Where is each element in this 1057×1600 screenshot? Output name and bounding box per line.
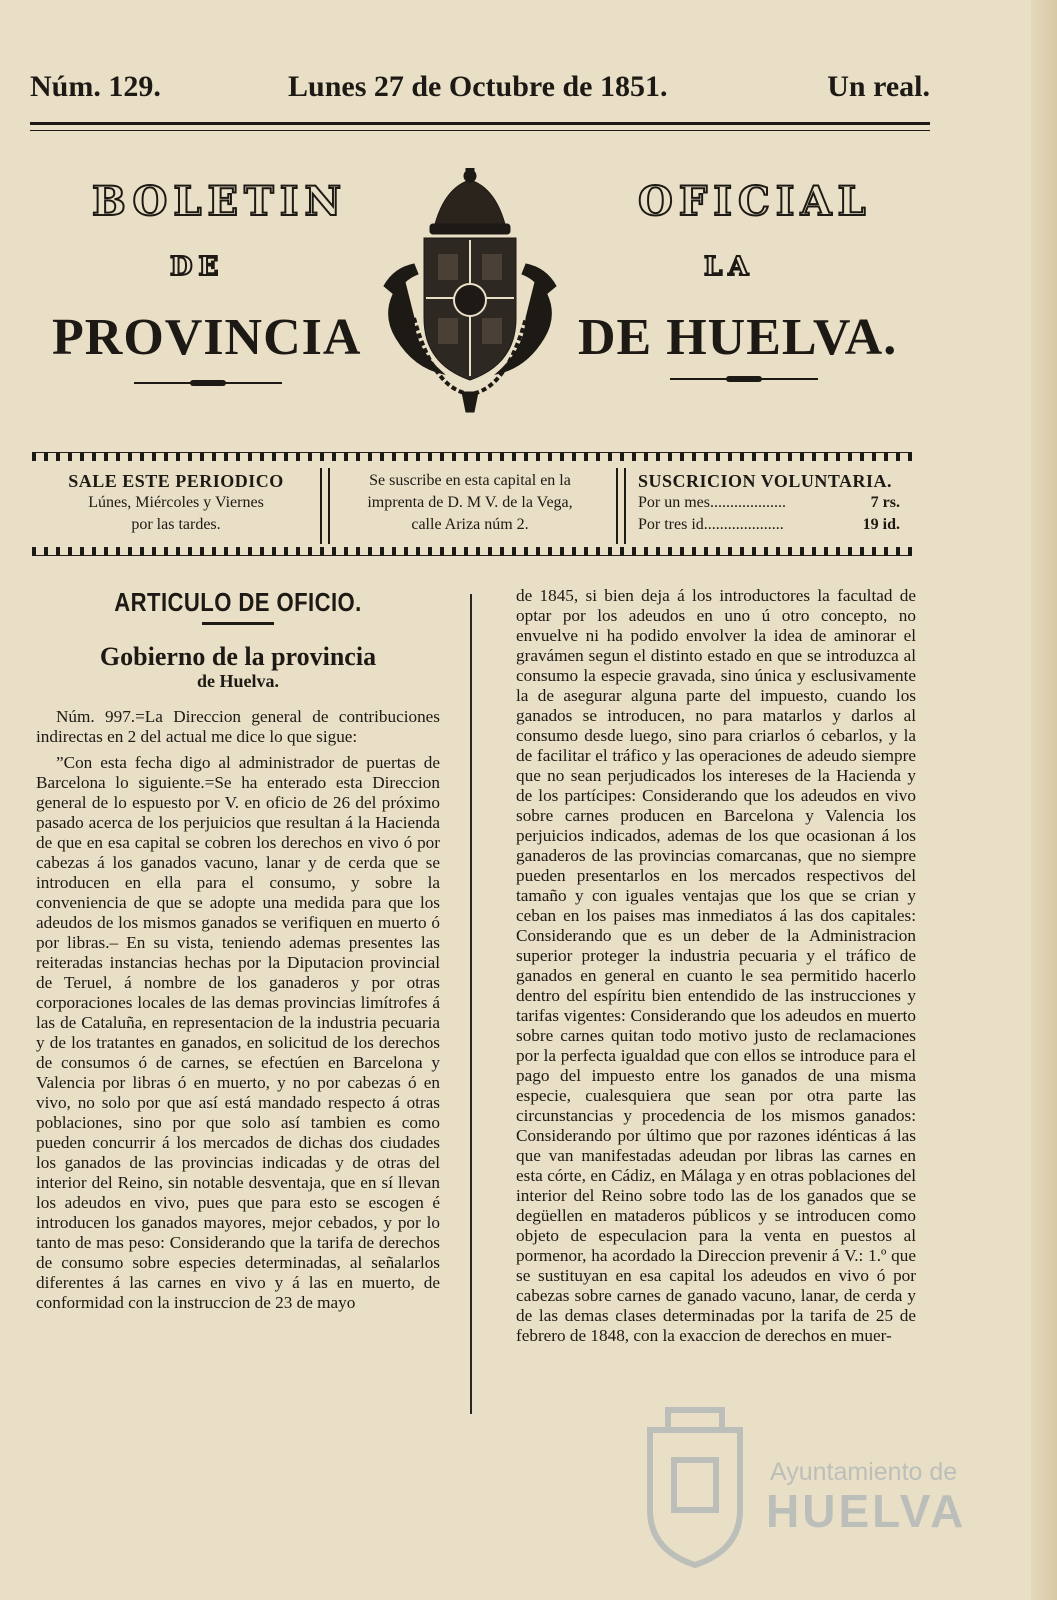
issue-line [30, 70, 930, 110]
ornament-rule-right [670, 376, 818, 382]
article-title: Gobierno de la provincia [99, 642, 377, 671]
article-paragraph: Núm. 997.=La Direccion general de contribuciones indirectas en 2 del actual me dice lo que sigue: [36, 707, 440, 746]
subscription-place-line1: Se suscribe en esta capital en la [369, 472, 571, 489]
masthead-provincia: PROVINCIA [52, 309, 362, 366]
section-heading: ARTICULO DE OFICIO. [114, 587, 362, 617]
schedule-title: SALE ESTE PERIODICO [68, 471, 284, 491]
masthead-de: DE [170, 252, 225, 282]
price-value: 19 id. [862, 516, 900, 533]
price-row [638, 514, 900, 536]
schedule-time: por las tardes. [131, 516, 221, 533]
article-paragraph: ”Con esta fecha digo al administrador de puertas de Barcelona lo siguiente.=Se ha enterado esta Direccion general de lo espuesto por V. en oficio de 26 del próximo pasado acerca de los perjuicios que resultan á la Hacienda de que en esa capital se cobren los derechos en vivo ó por cabezas á los ganados vacuno, lanar y de cerda que se introducen en ella para el consumo, y sobre la conveniencia de que se adopte una medida para que los adeudos de los mismos ganados se verifiquen en muerto ó por libras.– En su vista, teniendo ademas presentes las reiteradas instancias hechas por la Diputacion provincial de Teruel, á nombre de los ganaderos y por otras corporaciones locales de las demas provincias limítrofes á las de Cataluña, en representacion de la industria pecuaria y de los tratantes en ganados, en solicitud de los derechos de consumos ó de carnes, se efectúen en Barcelona y Valencia por libras ó en muerto, y no por cabezas ó en vivo, no solo por que así está mandado respecto á otras poblaciones, sino por que solo así tambien es como pueden concurrir á los mercados de dichas dos ciudades los ganados de las provincias indicadas y de otras del interior del Reino, sin notable desventaja, que en sí llevan los adeudos en vivo, pues que para esto se escogen é introducen los ganados mayores, mejor cebados, y por lo tanto de mas peso: Considerando que la tarifa de derechos de consumo sobre especies determinadas, al señalarlos diferentes á las carnes en vivo y á las en muerto, de conformidad con la instruccion de 23 de mayo [36, 753, 440, 1312]
masthead-de-huelva: DE HUELVA. [578, 309, 898, 366]
issue-price: Un real. [827, 70, 930, 103]
band-border-bottom [32, 547, 912, 556]
watermark-line1: Ayuntamiento de [770, 1458, 958, 1486]
publication-schedule [46, 470, 306, 536]
double-rule [30, 122, 930, 131]
ornament-rule-left [134, 380, 282, 386]
masthead-la: LA [704, 252, 755, 282]
heading-rule [202, 622, 274, 625]
royal-coat-of-arms-icon [374, 168, 566, 414]
masthead-boletin: BOLETIN [92, 178, 348, 225]
price-label: Por un mes................... [638, 494, 786, 511]
article-column-right [516, 586, 916, 1352]
price-value: 7 rs. [870, 494, 900, 511]
schedule-days: Lúnes, Miércoles y Viernes [88, 494, 264, 511]
article-subtitle: de Huelva. [196, 671, 279, 691]
archive-watermark [630, 1400, 970, 1570]
price-label: Por tres id.................... [638, 516, 784, 533]
masthead-oficial: OFICIAL [638, 178, 872, 225]
subscription-place-line2: imprenta de D. M V. de la Vega, [367, 494, 573, 511]
paper-edge [1031, 0, 1057, 1600]
prices-title: SUSCRICION VOLUNTARIA. [638, 471, 893, 491]
band-divider [616, 468, 626, 544]
watermark-line2: HUELVA [766, 1485, 967, 1537]
article-column-left [36, 586, 440, 1319]
column-separator [470, 594, 472, 1414]
subscription-place [328, 470, 612, 536]
subscription-prices [638, 470, 906, 536]
article-paragraph: de 1845, si bien deja á los introductores la facultad de optar por los adeudos en uno ú otro concepto, no envuelve ni ha podido envolver la idea de aminorar el gravámen segun el distinto estado en que se introduzca al consumo la especie gravada, sino única y esclusivamente la de asegurar alguna parte del impuesto, cuando los ganados se introducen, no para matarlos y darlos al consumo desde luego, sino para criarlos ó cebarlos, y la de facilitar el tráfico y las operaciones de adeudo siempre que no sean perjudicados los intereses de la Hacienda y de los partícipes: Considerando que los adeudos en vivo sobre carnes producen en Barcelona y Valencia los perjuicios indicados, ademas de los que ocasionan á los ganaderos de las provincias comarcanas, que no siempre pueden presentarlos en los mercados respectivos del tamaño y con iguales ventajas que los que se crian y ceban en los paises mas inmediatos á las dos capitales: Considerando que es un deber de la Administracion superior proteger la industria pecuaria y el tráfico de ganados en general en cuanto le sea permitido hacerlo dentro del espíritu bien entendido de las instrucciones y tarifas vigentes: Considerando que los adeudos en muerto sobre carnes quitan todo motivo justo de reclamaciones por la perfecta igualdad que con ellos se introduce para el pago del impuesto entre los ganados de una misma especie, cualesquiera que sean por otra parte las circunstancias y procedencia de los mismos ganados: Considerando por último que por razones idénticas á las que van manifestadas adeudan por libras las carnes en esta córte, en Cádiz, en Málaga y en otras poblaciones del interior del Reino sobre todo las de los ganados que se degüellen en mataderos públicos y se introducen como objeto de especulacion para la venta en puestos al pormenor, ha acordado la Direccion prevenir á V.: 1.º que se sustituyan en esa capital los adeudos en vivo ó por cabezas sobre carnes de ganado vacuno, lanar, de cerda y de las demas clases determinadas por la tarifa de 25 de febrero de 1848, con la exaccion de derechos en muer- [516, 586, 916, 1345]
huelva-shield-icon [630, 1400, 760, 1570]
issue-number: Núm. 129. [30, 70, 161, 103]
band-border-top [32, 452, 912, 461]
subscription-band [32, 452, 912, 556]
issue-date: Lunes 27 de Octubre de 1851. [288, 70, 668, 103]
subscription-place-line3: calle Ariza núm 2. [411, 516, 529, 533]
price-row [638, 492, 900, 514]
